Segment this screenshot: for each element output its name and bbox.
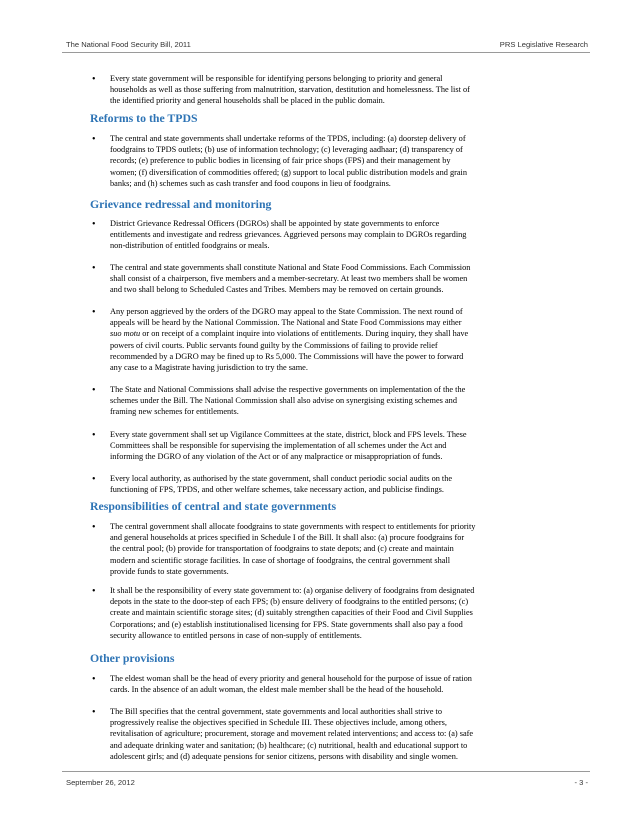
list-item-text (110, 673, 570, 695)
text-line: recommended by a DGRO may be fined up to Rs 5,000. The Commissions will have the power to forward (110, 351, 464, 361)
text-line: Every state government shall set up Vigilance Committees at the state, district, block and FPS levels. These (110, 430, 467, 439)
text-line: adolescent girls; and (d) adequate pensions for senior citizens, persons with disability and single women. (110, 751, 458, 761)
text-line: shall consist of a chairperson, five members and a member-secretary. At least two members shall be women (110, 274, 468, 284)
text-line: Every state government will be responsible for identifying persons belonging to priority and general (110, 74, 443, 83)
page-header (66, 40, 588, 49)
list-item-text (110, 384, 570, 418)
bullet-icon: • (92, 385, 96, 396)
text-line: The central government shall allocate foodgrains to state governments with respect to entitlements for priority (110, 522, 476, 531)
page-number: - 3 - (574, 778, 588, 787)
text-line: The central and state governments shall constitute National and State Food Commissions. Each Commission (110, 263, 471, 272)
list-item-text (110, 706, 570, 762)
bullet-icon: • (92, 307, 96, 318)
section-heading: Grievance redressal and monitoring (90, 197, 272, 211)
text-line: the central pool; (b) provide for transportation of foodgrains to state depots; and (c) create and maintain (110, 544, 454, 554)
header-publisher: PRS Legislative Research (499, 40, 588, 49)
text-line: The Bill specifies that the central government, state governments and local authorities shall strive to (110, 707, 443, 716)
text-line: non-distribution of entitled foodgrains or meals. (110, 241, 270, 251)
text-line: Every local authority, as authorised by the state government, shall conduct periodic social audits on the (110, 474, 453, 483)
list-item-text (110, 262, 570, 296)
text-line: banks; and (h) schemes such as cash transfer and food coupons in lieu of foodgrains. (110, 178, 391, 188)
text-line: foodgrains to TPDS outlets; (b) use of information technology; (c) leveraging aadhaar; (d) transparency of (110, 145, 463, 155)
text-line: and adequate drinking water and sanitation; (b) healthcare; (c) nutritional, health and educational support to (110, 740, 468, 750)
text-line: powers of civil courts. Public servants found guilty by the Commissions of failing to provide relief (110, 340, 438, 350)
text-line: create and maintain scientific storage sites; (d) suitably strengthen capacities of their Food and Civil Supplies (110, 608, 473, 618)
text-line: households as well as those suffering from malnutrition, starvation, destitution and homelessness. The list of (110, 85, 470, 95)
text-line: suo motu or on receipt of a complaint inquire into violations of entitlements. During inquiry, they shall have (110, 329, 469, 339)
section-heading: Other provisions (90, 651, 175, 665)
page-footer (66, 778, 588, 787)
text-line: entitlements and investigate and redress grievances. Aggrieved persons may complain to DGROs regarding (110, 230, 467, 240)
bullet-icon: • (92, 74, 96, 85)
text-line: It shall be the responsibility of every state government to: (a) organise delivery of foodgrains from designated (110, 586, 475, 595)
text-line: and general households at prices specified in Schedule I of the Bill. It shall also: (a) procure foodgrains for (110, 533, 465, 543)
text-line: The central and state governments shall undertake reforms of the TPDS, including: (a) doorstep delivery of (110, 134, 466, 143)
list-item-text (110, 133, 570, 189)
text-line: Committees shall be responsible for supervising the implementation of all schemes under the Act and (110, 441, 447, 451)
text-line: records; (e) preference to public bodies in licensing of fair price shops (FPS) and their management by (110, 156, 451, 166)
text-line: schemes under the Bill. The National Commission shall also advise on synergising existing schemes and (110, 396, 457, 406)
bullet-icon: • (92, 586, 96, 597)
text-line: the identified priority and general households shall be placed in the public domain. (110, 96, 385, 106)
bullet-icon: • (92, 219, 96, 230)
text-line: progressively realise the objectives specified in Schedule III. These objectives include, among others, (110, 718, 447, 728)
section-heading: Reforms to the TPDS (90, 111, 198, 125)
list-item-text (110, 306, 570, 373)
footer-rule (62, 771, 590, 772)
list-item-text (110, 429, 570, 463)
text-line: The State and National Commissions shall advise the respective governments on implementation of the the (110, 385, 466, 394)
list-item-text (110, 73, 570, 107)
bullet-icon: • (92, 430, 96, 441)
text-line: and two shall belong to Scheduled Castes and Tribes. Members may be removed on certain grounds. (110, 285, 444, 295)
bullet-icon: • (92, 134, 96, 145)
bullet-icon: • (92, 522, 96, 533)
text-line: revitalisation of agriculture; procurement, storage and movement related interventions; and access to: (a) safe (110, 729, 474, 739)
footer-date: September 26, 2012 (66, 778, 135, 787)
text-line: modern and scientific storage facilities. In case of shortage of foodgrains, the central government shall (110, 555, 451, 565)
text-line: functioning of FPS, TPDS, and other welfare schemes, take necessary action, and publicise findings. (110, 485, 444, 495)
text-line: women; (f) diversification of commodities offered; (g) support to local public distribution models and grain (110, 167, 467, 177)
text-line: Corporations; and (e) establish institutionalised licensing for FPS. State governments shall also pay a food (110, 619, 463, 629)
section-heading: Responsibilities of central and state governments (90, 499, 337, 513)
list-item-text (110, 218, 570, 252)
list-item-text (110, 521, 570, 577)
text-line: framing new schemes for entitlements. (110, 407, 239, 417)
text-line: depots in the state to the door-step of each FPS; (b) ensure delivery of foodgrains to the entitled persons; (c) (110, 597, 469, 607)
bullet-icon: • (92, 263, 96, 274)
bullet-icon: • (92, 474, 96, 485)
text-line: appeals will be heard by the National Commission. The National and State Food Commissions may either (110, 318, 462, 328)
text-line: informing the DGRO of any violation of the Act or of any malpractice or misappropriation of funds. (110, 452, 443, 462)
text-line: security allowance to entitled persons in case of non-supply of entitlements. (110, 630, 362, 640)
text-line: The eldest woman shall be the head of every priority and general household for the purpose of issue of ration (110, 674, 472, 683)
list-item-text (110, 585, 570, 641)
bullet-icon: • (92, 707, 96, 718)
text-line: District Grievance Redressal Officers (DGROs) shall be appointed by state governments to enforce (110, 219, 440, 228)
text-line: Any person aggrieved by the orders of the DGRO may appeal to the State Commission. The next round of (110, 307, 463, 316)
header-rule (62, 52, 590, 53)
bullet-icon: • (92, 674, 96, 685)
header-title: The National Food Security Bill, 2011 (66, 40, 191, 49)
text-line: cards. In the absence of an adult woman, the eldest male member shall be the head of the household. (110, 685, 444, 695)
text-line: provide funds to state governments. (110, 566, 229, 576)
list-item-text (110, 473, 570, 495)
text-line: any case to a Magistrate having jurisdiction to try the same. (110, 363, 308, 373)
